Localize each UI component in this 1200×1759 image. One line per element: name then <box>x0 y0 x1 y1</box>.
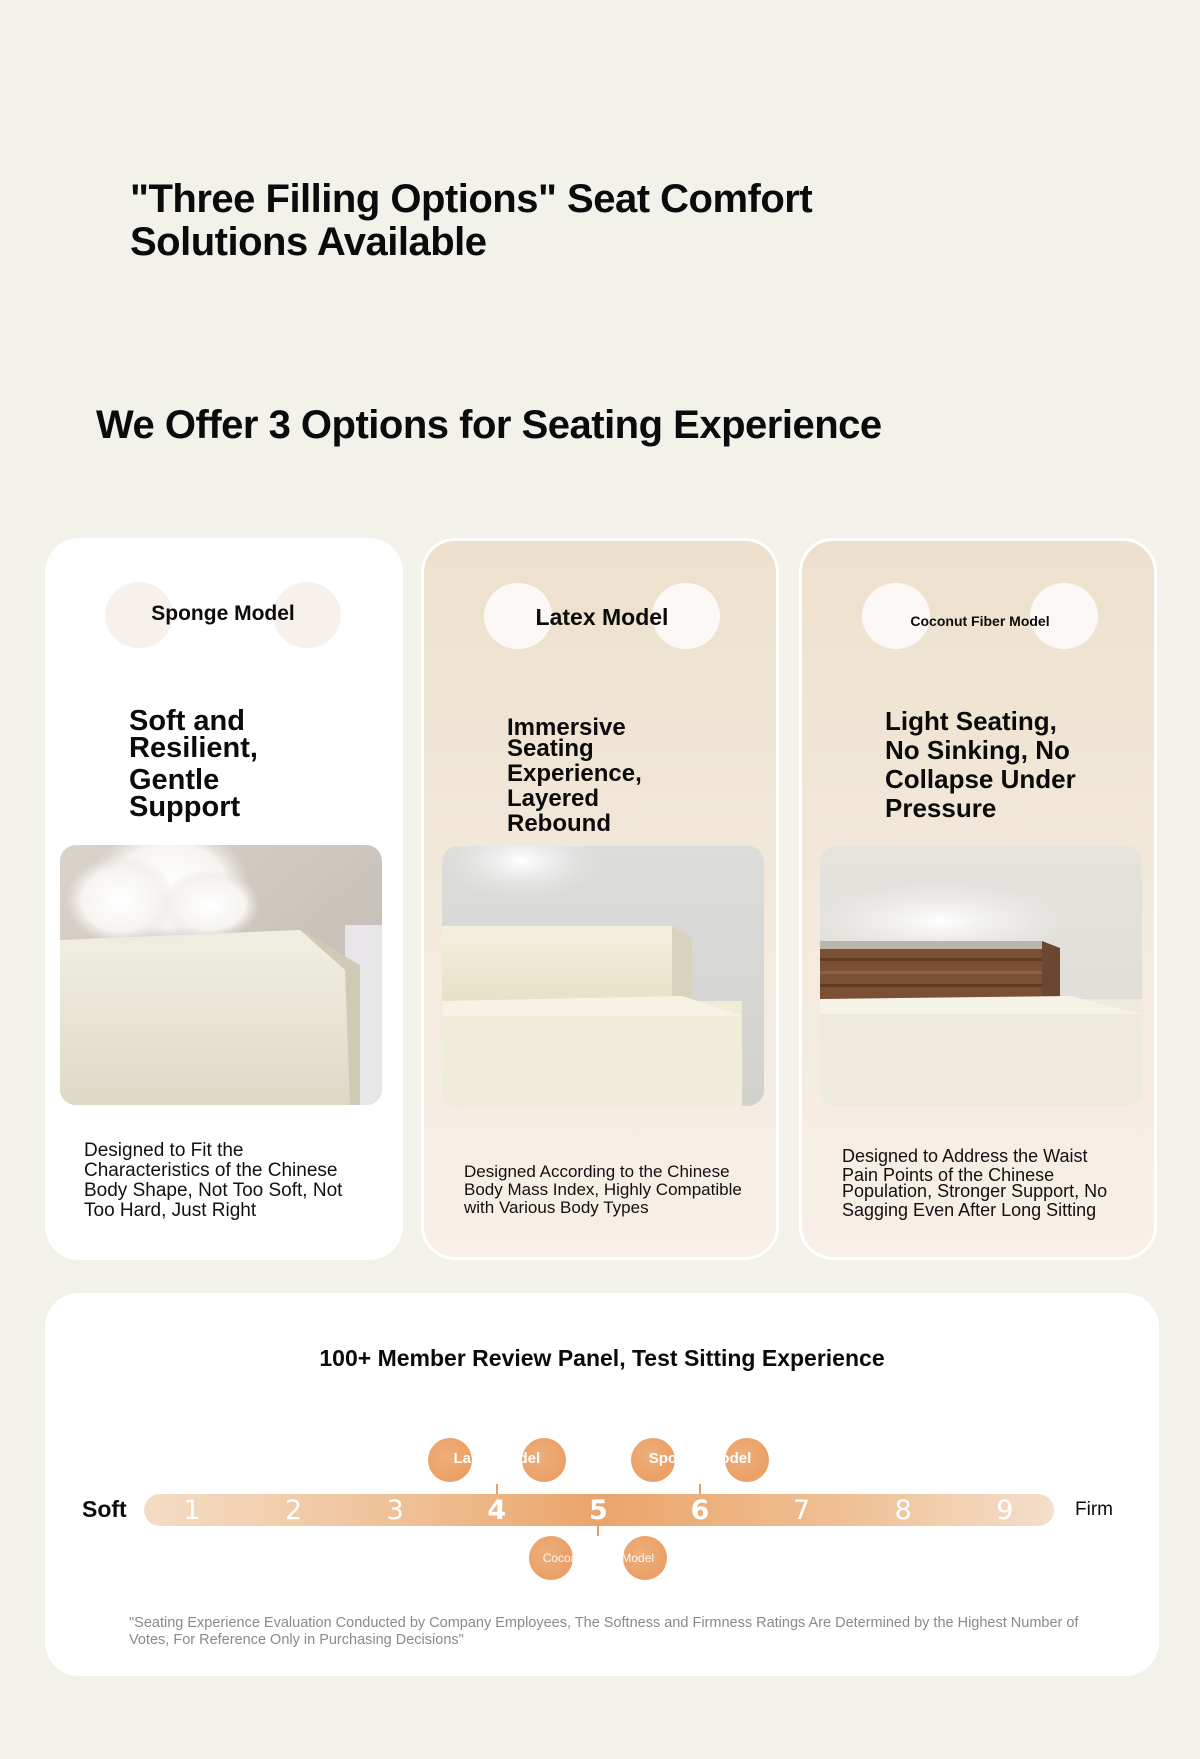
scale-tick-7: 7 <box>793 1495 811 1526</box>
scale-tick-2: 2 <box>285 1495 303 1526</box>
review-footnote: "Seating Experience Evaluation Conducted by Company Employees, The Softness and Firmness Ratings Are Determined by the Highest Number of Votes, For Reference Only in Purchasing Decisions" <box>129 1615 1079 1648</box>
softness-scale <box>144 1494 1054 1526</box>
card-description: Designed According to the Chinese Body Mass Index, Highly Compatible with Various Body Types <box>464 1162 742 1217</box>
coconut-fiber-layer-image <box>820 846 1142 1106</box>
latex-layered-block-image <box>442 846 764 1106</box>
rating-marker-latex-model <box>428 1438 566 1484</box>
scale-tick-4: 4 <box>487 1495 507 1526</box>
scale-tick-3: 3 <box>386 1495 404 1526</box>
card-description: Designed to Address the Waist Pain Points of the Chinese Population, Stronger Support, No Sagging Even After Long Sitting <box>842 1146 1108 1220</box>
card-latex-model[interactable] <box>421 538 779 1260</box>
card-coconut-fiber-model[interactable] <box>799 538 1157 1260</box>
marker-pointer <box>699 1484 701 1494</box>
firm-label: Firm <box>1075 1499 1113 1520</box>
scale-tick-8: 8 <box>894 1495 912 1526</box>
marker-label: Coconut Fiber Model <box>542 1551 655 1565</box>
card-heading: Immersive Seating Experience, Layered Rebound <box>507 714 642 837</box>
scale-tick-1: 1 <box>183 1495 201 1526</box>
rating-marker-coconut-fiber-model <box>529 1536 667 1582</box>
page-title <box>130 178 850 264</box>
model-pill <box>484 583 720 649</box>
card-heading: Soft and Resilient, Gentle Support <box>129 705 258 823</box>
section-subtitle: We Offer 3 Options for Seating Experience <box>96 403 882 447</box>
card-heading: Light Seating, No Sinking, No Collapse Under Pressure <box>885 706 1076 823</box>
marker-pointer <box>597 1526 599 1536</box>
model-name: Sponge Model <box>151 602 295 625</box>
review-title: 100+ Member Review Panel, Test Sitting Experience <box>319 1345 885 1371</box>
rating-marker-sponge-model <box>631 1438 769 1484</box>
model-name: Latex Model <box>535 604 669 630</box>
scale-tick-5: 5 <box>588 1495 608 1526</box>
page-title-line2: Solutions Available <box>130 220 487 264</box>
marker-label: Latex Model <box>453 1450 541 1467</box>
model-name: Coconut Fiber Model <box>910 613 1050 629</box>
soft-label: Soft <box>82 1496 127 1522</box>
sponge-foam-block-image <box>60 845 382 1105</box>
page-title-line1: "Three Filling Options" Seat Comfort <box>130 177 813 221</box>
model-pill <box>105 582 341 648</box>
scale-tick-9: 9 <box>996 1495 1014 1526</box>
card-sponge-model[interactable] <box>45 538 403 1260</box>
card-description: Designed to Fit the Characteristics of the Chinese Body Shape, Not Too Soft, Not Too Hard, Just Right <box>84 1140 343 1221</box>
model-pill <box>862 583 1098 649</box>
marker-label: Sponge Model <box>648 1450 752 1467</box>
scale-tick-6: 6 <box>690 1495 710 1526</box>
review-panel <box>45 1293 1159 1676</box>
marker-pointer <box>496 1484 498 1494</box>
